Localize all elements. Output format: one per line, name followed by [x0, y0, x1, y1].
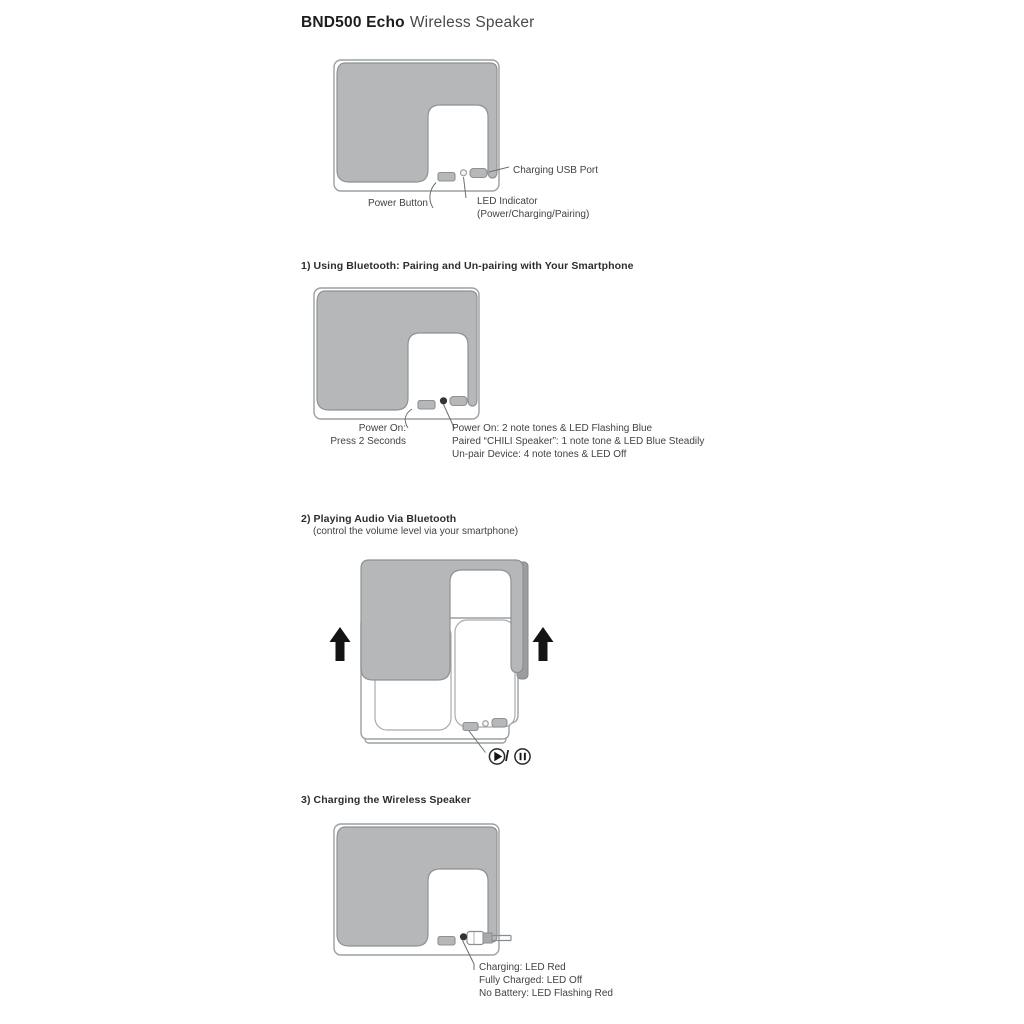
- pairing-status-line1: Power On: 2 note tones & LED Flashing Blue: [452, 423, 653, 434]
- pause-bar-right: [524, 753, 526, 760]
- pairing-status-label: [452, 422, 704, 461]
- pairing-status-line3: Un-pair Device: 4 note tones & LED Off: [452, 449, 627, 460]
- usb-port-label: Charging USB Port: [513, 165, 599, 176]
- led-label-line2: (Power/Charging/Pairing): [477, 208, 590, 220]
- led-indicator-icon: [461, 170, 467, 176]
- section2-subheading: (control the volume level via your smartphone): [313, 525, 519, 537]
- power-on-label: [300, 422, 406, 448]
- playback-exploded-diagram: [325, 553, 565, 778]
- power-button-icon: [463, 723, 478, 731]
- power-button-icon: [418, 401, 435, 410]
- led-indicator-icon: [460, 934, 466, 940]
- usb-plug-icon: [467, 932, 484, 945]
- charging-status-line2: Fully Charged: LED Off: [479, 975, 583, 986]
- power-button-icon: [438, 937, 455, 946]
- page-title: [301, 14, 535, 32]
- up-arrow-left-icon: [330, 627, 351, 661]
- charging-status-line3: No Battery: LED Flashing Red: [479, 988, 613, 999]
- product-name: Wireless Speaker: [409, 14, 535, 31]
- section1-heading: 1) Using Bluetooth: Pairing and Un-pairing with Your Smartphone: [301, 260, 634, 272]
- usb-port-icon: [470, 169, 487, 178]
- power-button-label: Power Button: [367, 198, 428, 209]
- power-on-line2: Press 2 Seconds: [330, 436, 406, 447]
- pause-bar-left: [520, 753, 522, 760]
- pause-icon: [515, 749, 530, 764]
- section3-heading: 3) Charging the Wireless Speaker: [301, 794, 471, 806]
- led-label-line1: LED Indicator: [477, 196, 538, 207]
- power-button-icon: [438, 173, 455, 182]
- usb-port-icon: [450, 397, 467, 406]
- overview-speaker-diagram: [333, 59, 518, 219]
- usb-port-icon: [492, 719, 507, 728]
- led-indicator-icon: [483, 721, 489, 727]
- charging-status-label: [479, 961, 613, 1000]
- charging-speaker-diagram: [333, 823, 518, 983]
- led-indicator-icon: [440, 398, 446, 404]
- plug-connector: [483, 933, 492, 943]
- led-indicator-label: [477, 196, 589, 221]
- charging-status-line1: Charging: LED Red: [479, 962, 566, 973]
- power-on-line1: Power On:: [358, 423, 406, 434]
- play-pause-separator: /: [505, 748, 510, 765]
- up-arrow-right-icon: [533, 627, 554, 661]
- section2-heading: 2) Playing Audio Via Bluetooth: [301, 513, 457, 525]
- product-model: BND500 Echo: [301, 14, 405, 31]
- pairing-status-line2: Paired “CHILI Speaker”: 1 note tone & LED Blue Steadily: [452, 436, 705, 447]
